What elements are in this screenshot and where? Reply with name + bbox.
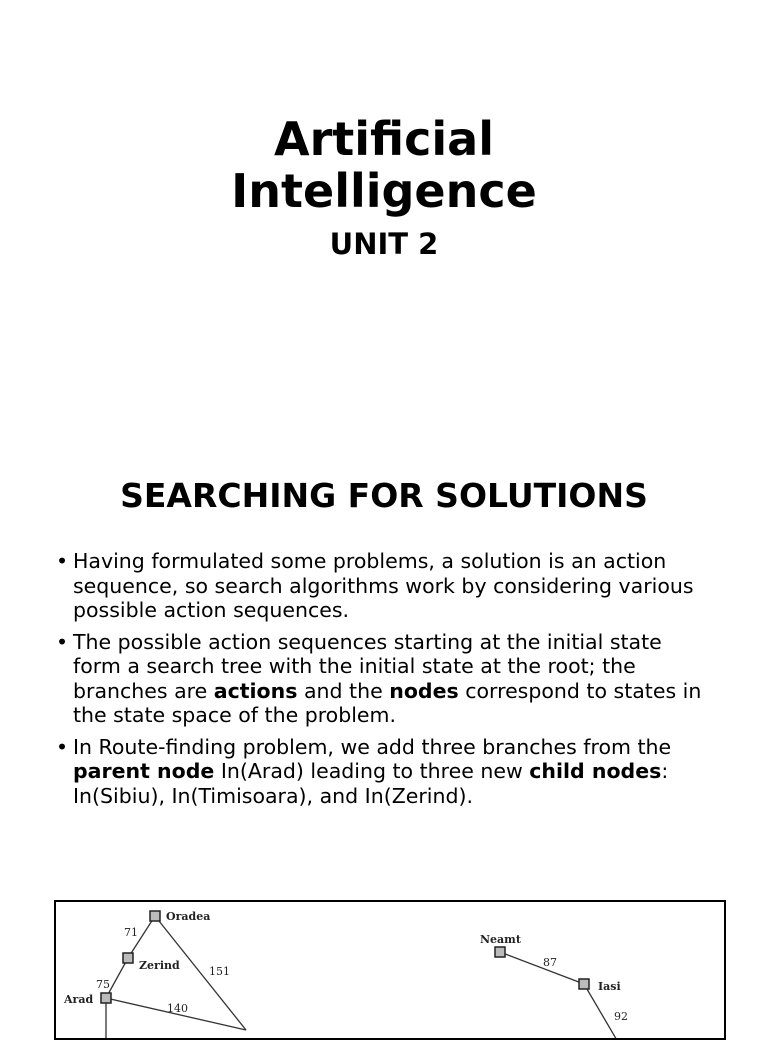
bold-term-nodes: nodes xyxy=(389,678,459,703)
city-node-arad xyxy=(101,993,111,1003)
bullet-list xyxy=(56,549,716,815)
bullet-text: The possible action sequences starting at the initial state form a search tree with the initial state at the root; the branches are xyxy=(73,629,662,703)
unit-subtitle: UNIT 2 xyxy=(329,227,439,261)
bullet-dot: • xyxy=(56,549,69,573)
title-line-2: Intelligence xyxy=(231,164,537,218)
city-label-neamt: Neamt xyxy=(480,933,521,946)
title-block xyxy=(0,113,768,261)
distance-oradea-sibiu: 151 xyxy=(209,965,230,978)
city-label-zerind: Zerind xyxy=(139,959,180,972)
bullet-item xyxy=(56,549,716,623)
bullet-item xyxy=(56,735,716,809)
bullet-text: In Route-finding problem, we add three branches from the xyxy=(73,734,672,759)
bold-term-actions: actions xyxy=(213,678,298,703)
romania-map-svg xyxy=(56,902,726,1040)
city-node-neamt xyxy=(495,947,505,957)
bullet-item xyxy=(56,630,716,728)
bullet-text: In(Arad) leading to three new xyxy=(214,759,530,783)
distance-neamt-iasi: 87 xyxy=(543,956,557,969)
romania-map-figure xyxy=(54,900,726,1040)
bullet-dot: • xyxy=(56,629,69,654)
city-node-zerind xyxy=(123,953,133,963)
road-neamt-iasi xyxy=(500,952,584,984)
city-label-iasi: Iasi xyxy=(598,980,621,993)
city-label-arad: Arad xyxy=(64,993,94,1006)
city-node-oradea xyxy=(150,911,160,921)
main-title xyxy=(0,113,768,217)
bold-term-child-nodes: child nodes xyxy=(529,759,662,783)
bullet-text: correspond to states in the state space of the problem. xyxy=(73,678,702,727)
title-line-1: Artificial xyxy=(274,112,494,166)
distance-oradea-zerind: 71 xyxy=(124,926,138,939)
bullet-dot: • xyxy=(56,734,69,759)
distance-arad-sibiu: 140 xyxy=(167,1002,188,1015)
bullet-text: Having formulated some problems, a solution is an action sequence, so search algorithms work by considering various possible action sequences. xyxy=(73,549,694,622)
section-heading: SEARCHING FOR SOLUTIONS xyxy=(120,476,648,515)
distance-iasi-vaslui: 92 xyxy=(614,1010,628,1023)
city-label-oradea: Oradea xyxy=(166,910,211,923)
bold-term-parent-node: parent node xyxy=(73,759,215,783)
city-node-iasi xyxy=(579,979,589,989)
bullet-text: : In(Sibiu), In(Timisoara), and In(Zerind). xyxy=(73,759,669,808)
distance-zerind-arad: 75 xyxy=(96,978,110,991)
bullet-text: and the xyxy=(297,678,390,703)
